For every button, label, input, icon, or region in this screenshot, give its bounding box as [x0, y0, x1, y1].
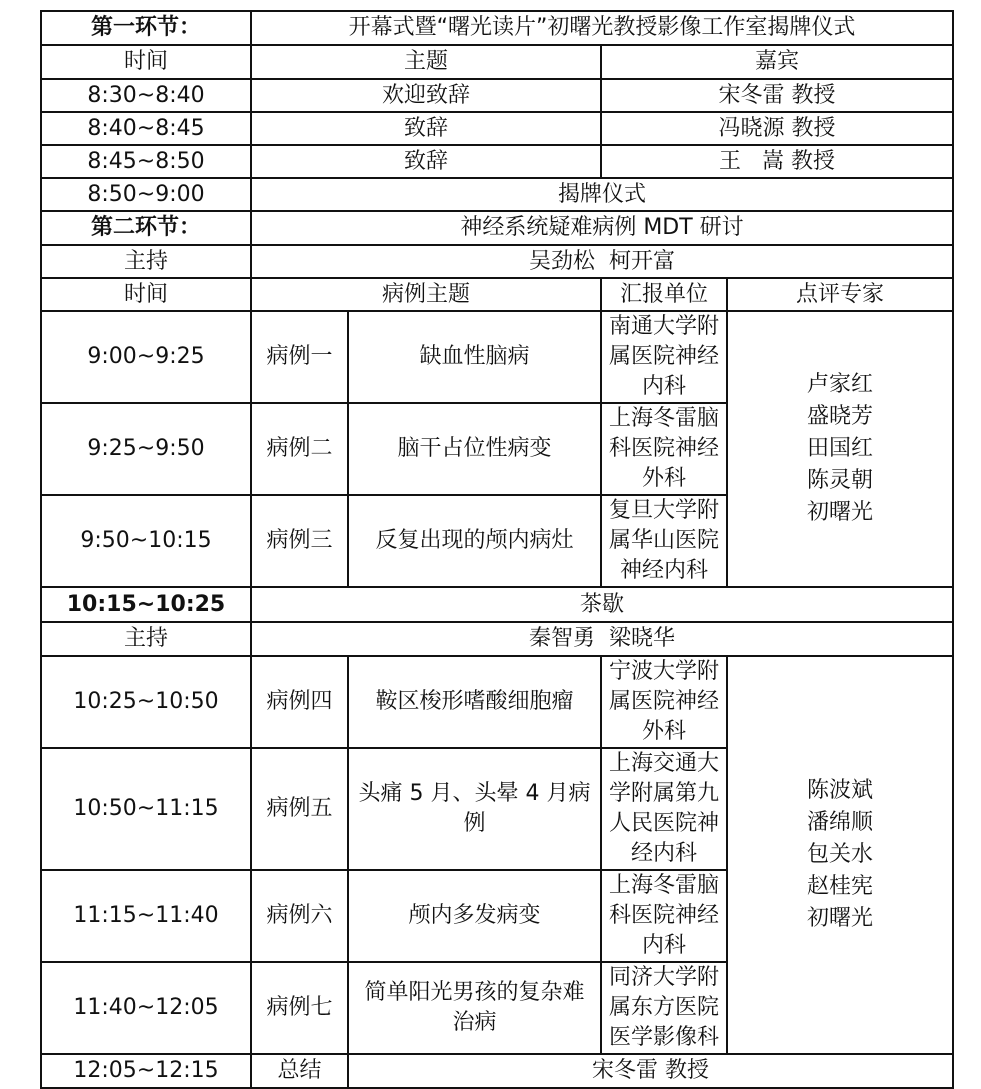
- row-time: 8:30~8:40: [41, 79, 251, 112]
- case-number: 病例四: [251, 656, 348, 748]
- expert-name: 陈波斌: [807, 778, 874, 803]
- hosts: 吴劲松 柯开富: [251, 245, 953, 278]
- schedule-table: [40, 10, 954, 1089]
- session2-header-row: [41, 211, 953, 245]
- case-time: 9:00~9:25: [41, 311, 251, 403]
- expert-name: 田国红: [807, 436, 874, 461]
- session1-title: 开幕式暨“曙光读片”初曙光教授影像工作室揭牌仪式: [251, 11, 953, 45]
- header-guest: 嘉宾: [601, 45, 953, 79]
- row-topic: 欢迎致辞: [251, 79, 601, 112]
- hosts2: 秦智勇 梁晓华: [251, 622, 953, 656]
- session1-header-row: [41, 11, 953, 45]
- case-unit: 南通大学附属医院神经内科: [601, 311, 727, 403]
- session1-row: [41, 145, 953, 178]
- case-unit: 复旦大学附属华山医院神经内科: [601, 495, 727, 587]
- case-time: 9:25~9:50: [41, 403, 251, 495]
- summary-row: [41, 1054, 953, 1088]
- case-number: 病例三: [251, 495, 348, 587]
- expert-name: 初曙光: [807, 500, 874, 525]
- break-label: 茶歇: [251, 587, 953, 622]
- block1-experts: [727, 311, 953, 587]
- expert-name: 潘绵顺: [807, 810, 874, 835]
- case-topic: 颅内多发病变: [348, 870, 601, 962]
- ceremony-row: [41, 178, 953, 211]
- case-time: 11:40~12:05: [41, 962, 251, 1054]
- header-time: 时间: [41, 45, 251, 79]
- case-number: 病例五: [251, 748, 348, 870]
- case-time: 9:50~10:15: [41, 495, 251, 587]
- summary-label: 总结: [251, 1054, 348, 1088]
- case-row: [41, 311, 953, 403]
- row-guest: 宋冬雷 教授: [601, 79, 953, 112]
- header-case-topic: 病例主题: [251, 278, 601, 311]
- host2-label: 主持: [41, 622, 251, 656]
- header-unit: 汇报单位: [601, 278, 727, 311]
- case-unit: 同济大学附属东方医院 医学影像科: [601, 962, 727, 1054]
- summary-speaker: 宋冬雷 教授: [348, 1054, 953, 1088]
- summary-time: 12:05~12:15: [41, 1054, 251, 1088]
- session2-column-headers: [41, 278, 953, 311]
- block2-experts: [727, 656, 953, 1054]
- expert-name: 盛晓芳: [807, 404, 874, 429]
- break-time: 10:15~10:25: [41, 587, 251, 622]
- host-row: [41, 245, 953, 278]
- expert-name: 卢家红: [807, 372, 874, 397]
- ceremony-time: 8:50~9:00: [41, 178, 251, 211]
- case-topic: 头痛 5 月、头晕 4 月病例: [348, 748, 601, 870]
- expert-name: 陈灵朝: [807, 468, 874, 493]
- session1-row: [41, 79, 953, 112]
- case-unit: 上海冬雷脑科医院神经内科: [601, 870, 727, 962]
- case-time: 10:25~10:50: [41, 656, 251, 748]
- case-topic: 简单阳光男孩的复杂难治病: [348, 962, 601, 1054]
- case-number: 病例六: [251, 870, 348, 962]
- row-guest: 王 嵩 教授: [601, 145, 953, 178]
- ceremony-label: 揭牌仪式: [251, 178, 953, 211]
- header-time: 时间: [41, 278, 251, 311]
- case-topic: 缺血性脑病: [348, 311, 601, 403]
- row-guest: 冯晓源 教授: [601, 112, 953, 145]
- session2-title: 神经系统疑难病例 MDT 研讨: [251, 211, 953, 245]
- case-number: 病例七: [251, 962, 348, 1054]
- expert-name: 包关水: [807, 842, 874, 867]
- case-number: 病例一: [251, 311, 348, 403]
- case-unit: 上海冬雷脑科医院神经外科: [601, 403, 727, 495]
- case-time: 11:15~11:40: [41, 870, 251, 962]
- row-topic: 致辞: [251, 145, 601, 178]
- case-row: [41, 656, 953, 748]
- case-time: 10:50~11:15: [41, 748, 251, 870]
- header-topic: 主题: [251, 45, 601, 79]
- row-time: 8:40~8:45: [41, 112, 251, 145]
- row-topic: 致辞: [251, 112, 601, 145]
- session1-label: 第一环节：: [41, 11, 251, 45]
- row-time: 8:45~8:50: [41, 145, 251, 178]
- case-topic: 脑干占位性病变: [348, 403, 601, 495]
- expert-name: 初曙光: [807, 906, 874, 931]
- host-label: 主持: [41, 245, 251, 278]
- host2-row: [41, 622, 953, 656]
- case-topic: 鞍区梭形嗜酸细胞瘤: [348, 656, 601, 748]
- session1-column-headers: [41, 45, 953, 79]
- break-row: [41, 587, 953, 622]
- session2-label: 第二环节：: [41, 211, 251, 245]
- case-unit: 上海交通大学附属第九人民医院神经内科: [601, 748, 727, 870]
- header-experts: 点评专家: [727, 278, 953, 311]
- case-unit: 宁波大学附属医院神经外科: [601, 656, 727, 748]
- case-topic: 反复出现的颅内病灶: [348, 495, 601, 587]
- expert-name: 赵桂宪: [807, 874, 874, 899]
- case-number: 病例二: [251, 403, 348, 495]
- session1-row: [41, 112, 953, 145]
